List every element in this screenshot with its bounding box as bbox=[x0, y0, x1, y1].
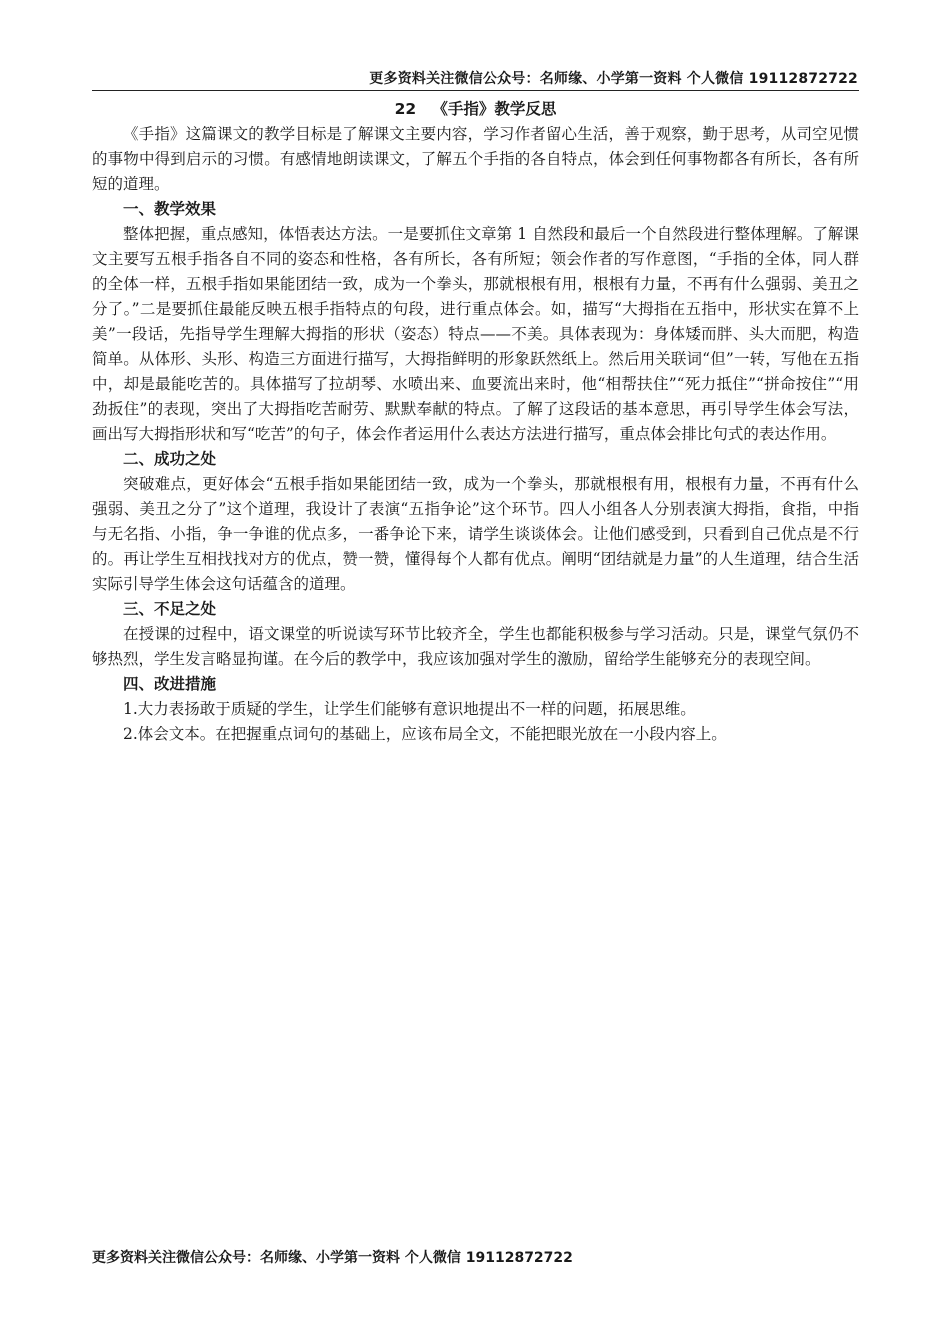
page-footer-text: 更多资料关注微信公众号：名师缘、小学第一资料 个人微信 19112872722 bbox=[92, 1250, 573, 1266]
shortcomings-paragraph: 在授课的过程中，语文课堂的听说读写环节比较齐全，学生也都能积极参与学习活动。只是，课堂气氛仍不够热烈，学生发言略显拘谨。在今后的教学中，我应该加强对学生的激励，留给学生能够充分的表现空间。 bbox=[92, 625, 859, 668]
section-heading-successes: 二、成功之处 bbox=[123, 450, 217, 468]
successes-paragraph: 突破难点，更好体会“五根手指如果能团结一致，成为一个拳头，那就根根有用，根根有力量，不再有什么强弱、美丑之分了”这个道理，我设计了表演“五指争论”这个环节。四人小组各人分别表演大拇指，食指，中指与无名指、小指，争一争谁的优点多，一番争论下来，请学生谈谈体会。让他们感受到，只看到自己优点是不行的。再让学生互相找找对方的优点，赞一赞，懂得每个人都有优点。阐明“团结就是力量”的人生道理，结合生活实际引导学生体会这句话蕴含的道理。 bbox=[92, 475, 859, 593]
improvement-item-2: 2.体会文本。在把握重点词句的基础上，应该布局全文，不能把眼光放在一小段内容上。 bbox=[123, 725, 727, 743]
section-heading-teaching-effect: 一、教学效果 bbox=[123, 200, 217, 218]
document-title: 22 《手指》教学反思 bbox=[394, 100, 557, 118]
improvement-item-1: 1.大力表扬敢于质疑的学生，让学生们能够有意识地提出不一样的问题，拓展思维。 bbox=[123, 700, 696, 718]
page-header-text: 更多资料关注微信公众号：名师缘、小学第一资料 个人微信 19112872722 bbox=[369, 71, 858, 87]
header-divider bbox=[92, 90, 859, 91]
section-heading-shortcomings: 三、不足之处 bbox=[123, 600, 217, 618]
teaching-effect-paragraph: 整体把握，重点感知，体悟表达方法。一是要抓住文章第 1 自然段和最后一个自然段进行整体理解。了解课文主要写五根手指各自不同的姿态和性格，各有所长，各有所短；领会作者的写作意图，“手指的全体，同人群的全体一样，五根手指如果能团结一致，成为一个拳头，那就根根有用，根根有力量，不再有什么强弱、美丑之分了。”二是要抓住最能反映五根手指特点的句段，进行重点体会。如，描写“大拇指在五指中，形状实在算不上美”一段话，先指导学生理解大拇指的形状（姿态）特点——不美。具体表现为：身体矮而胖、头大而肥，构造简单。从体形、头形、构造三方面进行描写，大拇指鲜明的形象跃然纸上。然后用关联词“但”一转，写他在五指中，却是最能吃苦的。具体描写了拉胡琴、水喷出来、血要流出来时，他“相帮扶住”“死力抵住”“拼命按住”“用劲扳住”的表现，突出了大拇指吃苦耐劳、默默奉献的特点。了解了这段话的基本意思，再引导学生体会写法，画出写大拇指形状和写“吃苦”的句子，体会作者运用什么表达方法进行描写，重点体会排比句式的表达作用。 bbox=[92, 225, 859, 443]
document-body bbox=[92, 97, 859, 747]
intro-paragraph: 《手指》这篇课文的教学目标是了解课文主要内容，学习作者留心生活，善于观察，勤于思考，从司空见惯的事物中得到启示的习惯。有感情地朗读课文，了解五个手指的各自特点，体会到任何事物都各有所长，各有所短的道理。 bbox=[92, 125, 859, 193]
section-heading-improvements: 四、改进措施 bbox=[123, 675, 217, 693]
